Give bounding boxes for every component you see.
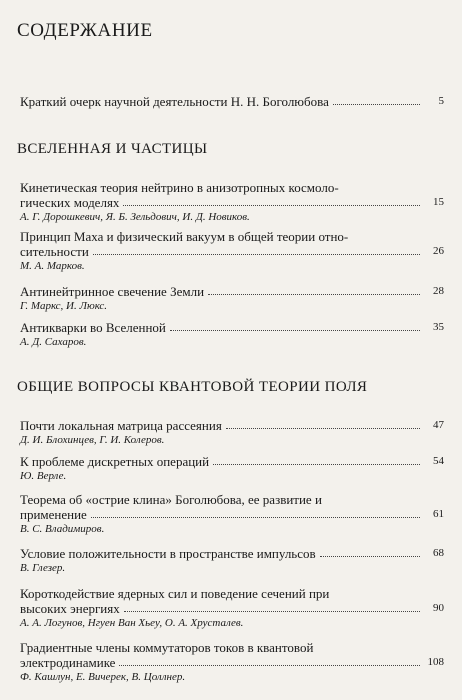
page-title: СОДЕРЖАНИЕ [17, 20, 153, 41]
section-heading: ОБЩИЕ ВОПРОСЫ КВАНТОВОЙ ТЕОРИИ ПОЛЯ [17, 379, 368, 395]
entry-title-line: К проблеме дискретных операций [20, 454, 210, 469]
page-number: 54 [433, 455, 444, 467]
entry-title [20, 492, 444, 522]
page-number: 90 [433, 602, 444, 614]
entry-title-line: Почти локальная матрица рассеяния [20, 418, 222, 433]
entry-title-line: Градиентные члены коммутаторов токов в квантовой [20, 640, 314, 655]
entry-title-line: электродинамике [20, 655, 116, 670]
page-number: 5 [438, 95, 444, 107]
entry-title-line: Короткодействие ядерных сил и поведение сечений при [20, 586, 330, 601]
toc-entry [20, 229, 444, 273]
entry-title-line: Кинетическая теория нейтрино в анизотропных космоло- [20, 180, 339, 195]
toc-entry [20, 492, 444, 536]
entry-title [20, 586, 444, 616]
page-number: 68 [433, 547, 444, 559]
entry-title-line: Условие положительности в пространстве импульсов [20, 546, 316, 561]
entry-title-line: Антикварки во Вселенной [20, 320, 166, 335]
toc-entry [20, 454, 444, 483]
leader-dots [119, 665, 420, 666]
leader-dots [91, 517, 420, 518]
entry-authors: А. А. Логунов, Нгуен Ван Хьеу, О. А. Хрусталев. [20, 617, 244, 629]
page-number: 26 [433, 245, 444, 257]
page-number: 61 [433, 508, 444, 520]
entry-title [20, 546, 444, 561]
leader-dots [93, 254, 420, 255]
leader-dots [320, 556, 420, 557]
entry-title-line: применение [20, 507, 87, 522]
toc-entry [20, 640, 444, 684]
entry-title [20, 229, 444, 259]
page-number: 28 [433, 285, 444, 297]
entry-title [20, 284, 444, 299]
entry-title-line: сительности [20, 244, 89, 259]
page-number: 15 [433, 196, 444, 208]
leader-dots [208, 294, 420, 295]
entry-title-line: Антинейтринное свечение Земли [20, 284, 205, 299]
toc-entry [20, 284, 444, 313]
page-number: 35 [433, 321, 444, 333]
entry-authors: М. А. Марков. [20, 260, 85, 272]
entry-authors: В. Глезер. [20, 562, 66, 574]
leader-dots [123, 205, 420, 206]
entry-title-line: Краткий очерк научной деятельности Н. Н. Боголюбова [20, 94, 329, 109]
page-number: 47 [433, 419, 444, 431]
entry-authors: А. Г. Дорошкевич, Я. Б. Зельдович, И. Д. Новиков. [20, 211, 250, 223]
entry-authors: Д. И. Блохинцев, Г. И. Колеров. [20, 434, 165, 446]
leader-dots [213, 464, 420, 465]
leader-dots [170, 330, 420, 331]
entry-title [20, 180, 444, 210]
entry-title-line: Теорема об «острие клина» Боголюбова, ее развитие и [20, 492, 322, 507]
entry-authors: Г. Маркс, И. Люкс. [20, 300, 108, 312]
toc-entry [20, 320, 444, 349]
entry-authors: А. Д. Сахаров. [20, 336, 87, 348]
toc-entry [20, 546, 444, 575]
entry-title-line: Принцип Маха и физический вакуум в общей теории отно- [20, 229, 349, 244]
toc-entry [20, 418, 444, 447]
entry-title [20, 640, 444, 670]
entry-title [20, 320, 444, 335]
entry-title [20, 94, 444, 109]
entry-authors: Ф. Кашлун, Е. Вичерек, В. Цоллнер. [20, 671, 186, 683]
entry-title [20, 454, 444, 469]
entry-title-line: гических моделях [20, 195, 120, 210]
entry-title-line: высоких энергиях [20, 601, 120, 616]
entry-authors: Ю. Верле. [20, 470, 67, 482]
leader-dots [226, 428, 420, 429]
toc-entry [20, 586, 444, 630]
toc-entry-intro [20, 94, 444, 109]
section-heading: ВСЕЛЕННАЯ И ЧАСТИЦЫ [17, 141, 208, 157]
entry-title [20, 418, 444, 433]
leader-dots [124, 611, 420, 612]
entry-authors: В. С. Владимиров. [20, 523, 105, 535]
toc-entry [20, 180, 444, 224]
page-number: 108 [427, 656, 444, 668]
leader-dots [333, 104, 420, 105]
